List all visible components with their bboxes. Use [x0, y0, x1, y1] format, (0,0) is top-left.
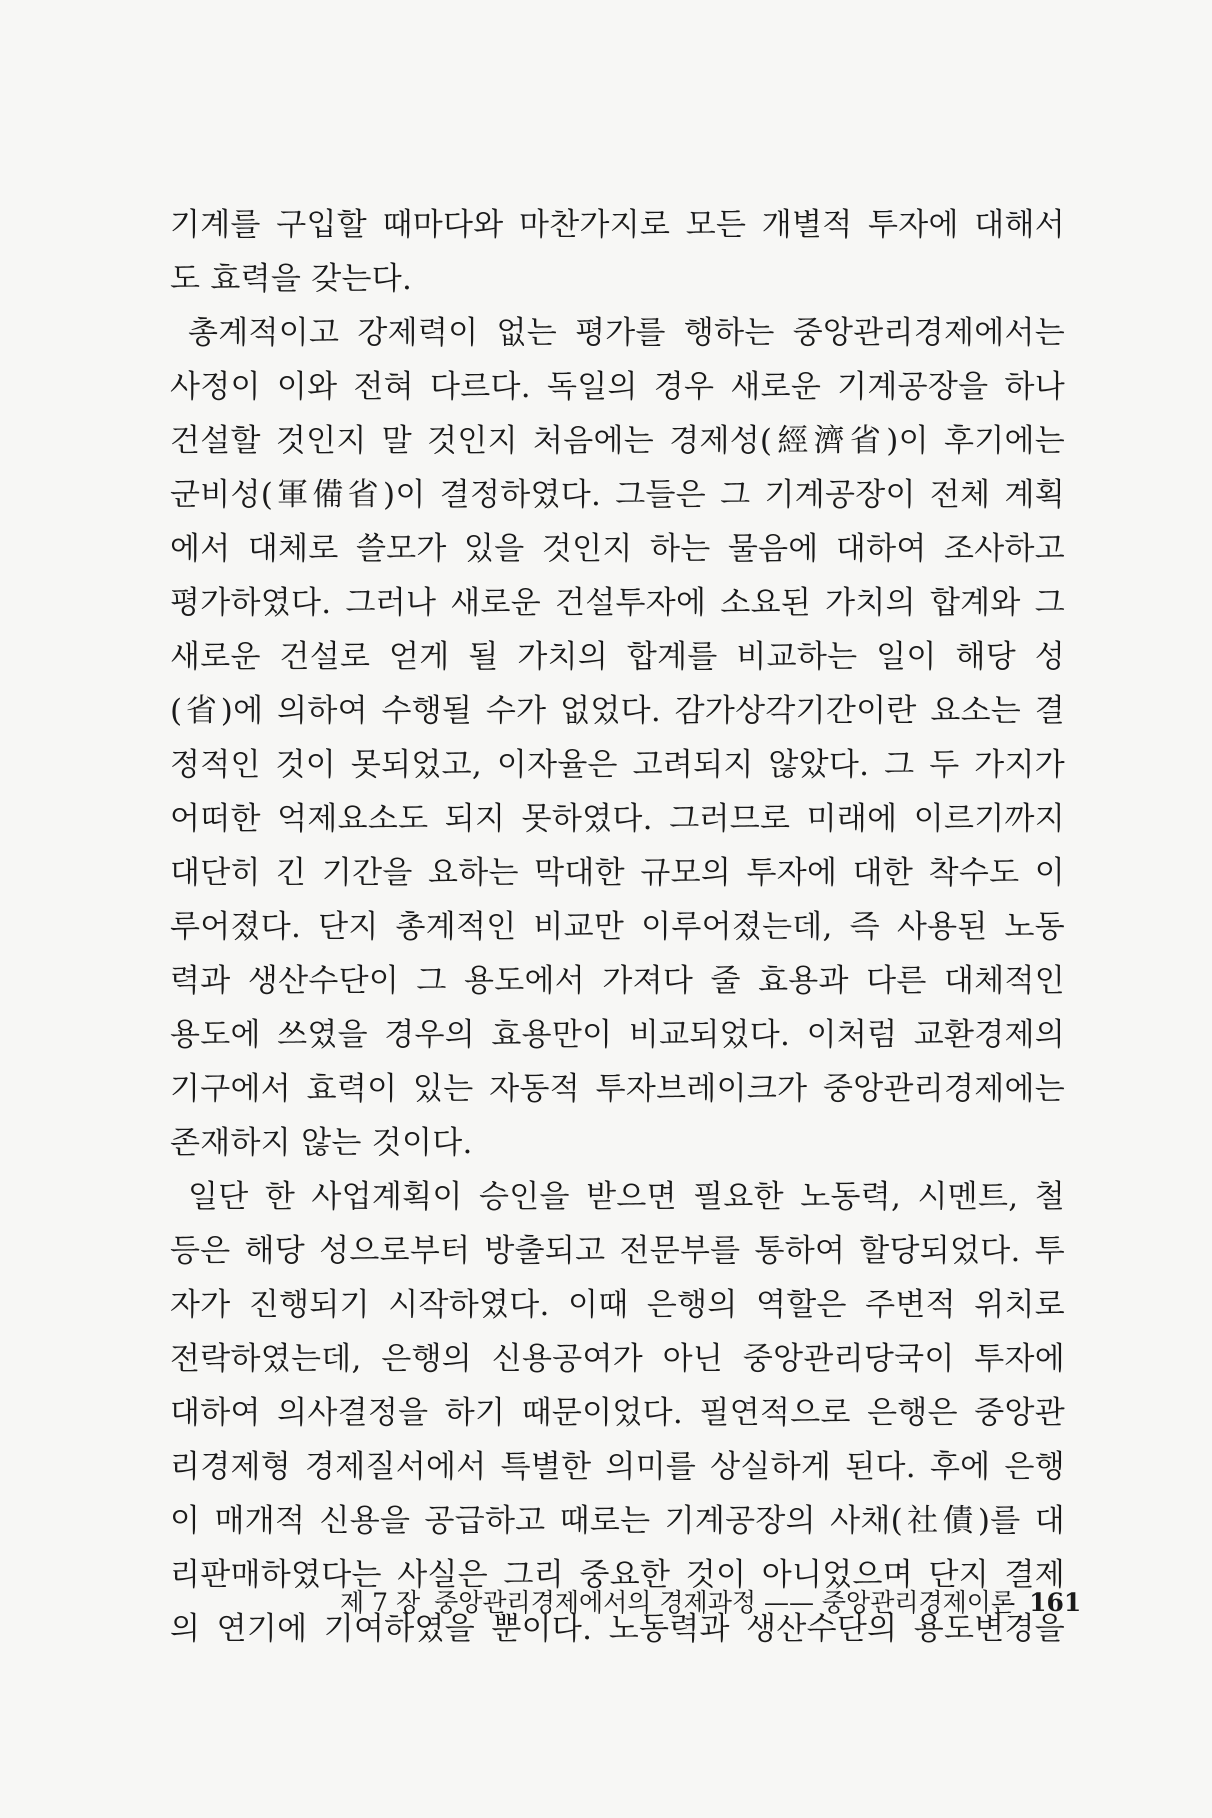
text-line: 리경제형 경제질서에서 특별한 의미를 상실하게 된다. 후에 은행 — [170, 1449, 1065, 1485]
text-line: 력과 생산수단이 그 용도에서 가져다 줄 효용과 다른 대체적인 — [170, 963, 1065, 999]
text-line: 자가 진행되기 시작하였다. 이때 은행의 역할은 주변적 위치로 — [170, 1287, 1065, 1323]
body-text — [170, 198, 1065, 1656]
text-line: 기계를 구입할 때마다와 마찬가지로 모든 개별적 투자에 대해서 — [170, 207, 1065, 243]
page-number: 161 — [1029, 1588, 1082, 1617]
text-line: 건설할 것인지 말 것인지 처음에는 경제성(經濟省)이 후기에는 — [170, 423, 1065, 459]
text-line: 정적인 것이 못되었고, 이자율은 고려되지 않았다. 그 두 가지가 — [170, 747, 1065, 783]
text-line: 군비성(軍備省)이 결정하였다. 그들은 그 기계공장이 전체 계획 — [170, 477, 1065, 513]
text-line: 사정이 이와 전혀 다르다. 독일의 경우 새로운 기계공장을 하나 — [170, 369, 1065, 405]
text-line: 전락하였는데, 은행의 신용공여가 아닌 중앙관리당국이 투자에 — [170, 1341, 1065, 1377]
text-line: 대단히 긴 기간을 요하는 막대한 규모의 투자에 대한 착수도 이 — [170, 855, 1065, 891]
text-line: 평가하였다. 그러나 새로운 건설투자에 소요된 가치의 합계와 그 — [170, 585, 1065, 621]
footer-title: 중앙관리경제에서의 경제과정 —— 중앙관리경제이론 — [434, 1588, 1016, 1617]
text-line: 일단 한 사업계획이 승인을 받으면 필요한 노동력, 시멘트, 철 — [188, 1179, 1065, 1215]
text-line: 에서 대체로 쓸모가 있을 것인지 하는 물음에 대하여 조사하고 — [170, 531, 1065, 567]
page-footer — [340, 1583, 1082, 1623]
text-line: 리판매하였다는 사실은 그리 중요한 것이 아니었으며 단지 결제 — [170, 1557, 1065, 1593]
text-line: 도 효력을 갖는다. — [170, 261, 413, 297]
text-line: 루어졌다. 단지 총계적인 비교만 이루어졌는데, 즉 사용된 노동 — [170, 909, 1065, 945]
text-line: 새로운 건설로 얻게 될 가치의 합계를 비교하는 일이 해당 성 — [170, 639, 1065, 675]
text-line: 총계적이고 강제력이 없는 평가를 행하는 중앙관리경제에서는 — [188, 315, 1065, 351]
text-line: (省)에 의하여 수행될 수가 없었다. 감가상각기간이란 요소는 결 — [170, 693, 1065, 729]
footer-chapter: 제 7 장 — [340, 1588, 421, 1617]
text-line: 이 매개적 신용을 공급하고 때로는 기계공장의 사채(社債)를 대 — [170, 1503, 1065, 1539]
text-line: 용도에 쓰였을 경우의 효용만이 비교되었다. 이처럼 교환경제의 — [170, 1017, 1065, 1053]
text-line: 어떠한 억제요소도 되지 못하였다. 그러므로 미래에 이르기까지 — [170, 801, 1065, 837]
text-line: 대하여 의사결정을 하기 때문이었다. 필연적으로 은행은 중앙관 — [170, 1395, 1065, 1431]
text-line: 존재하지 않는 것이다. — [170, 1125, 473, 1161]
text-line: 등은 해당 성으로부터 방출되고 전문부를 통하여 할당되었다. 투 — [170, 1233, 1065, 1269]
text-line: 기구에서 효력이 있는 자동적 투자브레이크가 중앙관리경제에는 — [170, 1071, 1065, 1107]
text-line: 의 연기에 기여하였을 뿐이다. 노동력과 생산수단의 용도변경을 — [170, 1611, 1065, 1647]
